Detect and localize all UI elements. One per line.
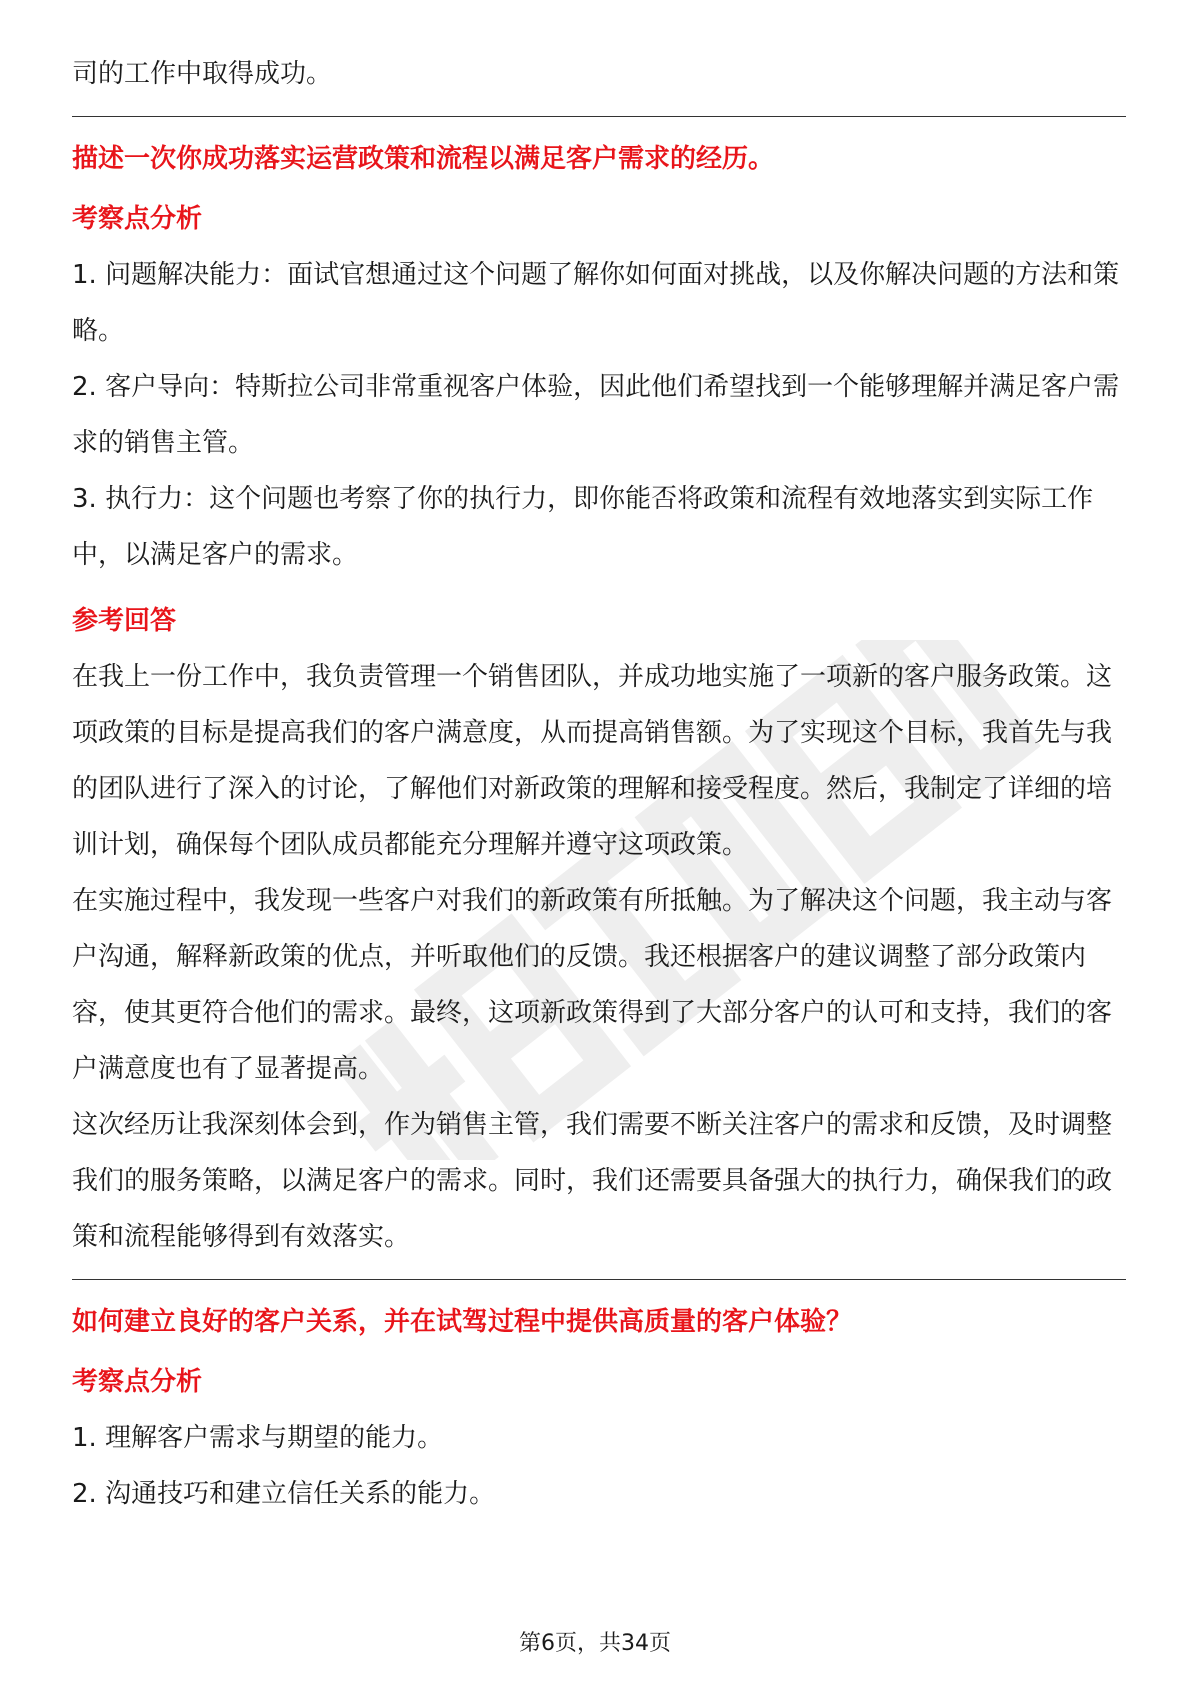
- page-content: [72, 46, 1126, 1522]
- q2-analysis-item-2: 2. 沟通技巧和建立信任关系的能力。: [72, 1479, 496, 1509]
- q2-analysis-item-1: 1. 理解客户需求与期望的能力。: [72, 1423, 444, 1453]
- q2-analysis-heading: 考察点分析: [72, 1367, 203, 1397]
- q1-analysis-item-3: 3. 执行力：这个问题也考察了你的执行力，即你能否将政策和流程有效地落实到实际工作中，以满足客户的需求。: [72, 484, 1094, 570]
- q1-analysis-item-1: 1. 问题解决能力：面试官想通过这个问题了解你如何面对挑战，以及你解决问题的方法和策略。: [72, 260, 1120, 346]
- q1-answer-heading: 参考回答: [72, 606, 177, 636]
- q1-answer-paragraph-1: 在我上一份工作中，我负责管理一个销售团队，并成功地实施了一项新的客户服务政策。这项政策的目标是提高我们的客户满意度，从而提高销售额。为了实现这个目标，我首先与我的团队进行了深入的讨论，了解他们对新政策的理解和接受程度。然后，我制定了详细的培训计划，确保每个团队成员都能充分理解并遵守这项政策。: [72, 662, 1113, 860]
- question-2-title: 如何建立良好的客户关系，并在试驾过程中提供高质量的客户体验？: [72, 1307, 853, 1337]
- page-footer: [0, 1626, 1190, 1657]
- q1-analysis-item-2: 2. 客户导向：特斯拉公司非常重视客户体验，因此他们希望找到一个能够理解并满足客户需求的销售主管。: [72, 372, 1120, 458]
- page-number-label: 第6页，共34页: [519, 1631, 671, 1656]
- question-1-title: 描述一次你成功落实运营政策和流程以满足客户需求的经历。: [72, 144, 775, 174]
- continuation-text: 司的工作中取得成功。: [72, 59, 333, 89]
- section-divider: [72, 1279, 1126, 1280]
- q1-answer-paragraph-3: 这次经历让我深刻体会到，作为销售主管，我们需要不断关注客户的需求和反馈，及时调整我们的服务策略，以满足客户的需求。同时，我们还需要具备强大的执行力，确保我们的政策和流程能够得到有效落实。: [72, 1110, 1113, 1252]
- q1-answer-paragraph-2: 在实施过程中，我发现一些客户对我们的新政策有所抵触。为了解决这个问题，我主动与客户沟通，解释新政策的优点，并听取他们的反馈。我还根据客户的建议调整了部分政策内容，使其更符合他们的需求。最终，这项新政策得到了大部分客户的认可和支持，我们的客户满意度也有了显著提高。: [72, 886, 1113, 1084]
- q1-analysis-heading: 考察点分析: [72, 204, 203, 234]
- section-divider: [72, 116, 1126, 117]
